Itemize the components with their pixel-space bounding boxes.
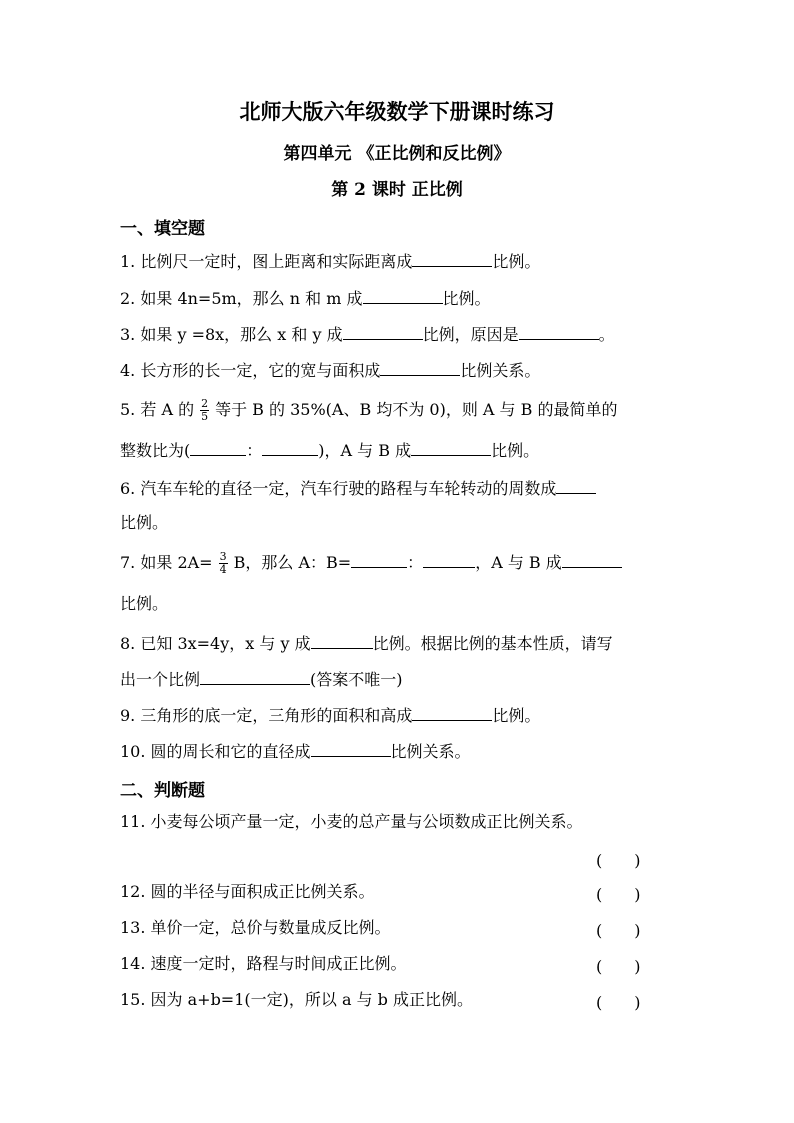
question-1 xyxy=(120,250,540,272)
question-13 xyxy=(120,918,391,938)
question-text: 6. 汽车车轮的直径一定，汽车行驶的路程与车轮转动的周数成 xyxy=(120,479,557,498)
question-5-line-1 xyxy=(120,398,617,423)
question-text: 9. 三角形的底一定，三角形的面积和高成 xyxy=(120,706,413,725)
question-11 xyxy=(120,812,583,832)
answer-blank[interactable] xyxy=(363,287,443,304)
fraction-denominator: 5 xyxy=(201,410,209,423)
question-tail: 比例。 xyxy=(492,252,541,271)
question-14 xyxy=(120,954,407,974)
fraction-numerator: 3 xyxy=(219,550,227,563)
answer-blank[interactable] xyxy=(351,551,407,568)
question-mid: 比例，原因是 xyxy=(422,325,519,344)
ratio-colon: ： xyxy=(246,441,263,460)
judgement-parentheses[interactable]: ( ) xyxy=(596,851,641,870)
judgement-parentheses[interactable]: ( ) xyxy=(596,921,641,940)
answer-blank[interactable] xyxy=(411,439,491,456)
question-tail: 比例关系。 xyxy=(390,742,471,761)
lesson-title: 第 2 课时 正比例 xyxy=(331,180,463,200)
answer-blank[interactable] xyxy=(343,323,423,340)
question-text: 3. 如果 y =8x，那么 x 和 y 成 xyxy=(120,325,343,344)
answer-blank[interactable] xyxy=(562,551,622,568)
answer-blank[interactable] xyxy=(311,632,373,649)
section-fill-in-heading: 一、填空题 xyxy=(120,219,205,239)
question-text: 4. 长方形的长一定，它的宽与面积成 xyxy=(120,361,381,380)
question-10 xyxy=(120,740,471,762)
section-true-false-heading: 二、判断题 xyxy=(120,781,205,801)
question-text-cont: ，A 与 B 成 xyxy=(475,553,562,572)
question-6-line-1 xyxy=(120,477,596,499)
answer-blank[interactable] xyxy=(519,323,599,340)
fraction xyxy=(219,551,228,576)
answer-blank[interactable] xyxy=(423,551,475,568)
question-text: 1. 比例尺一定时，图上距离和实际距离成 xyxy=(120,252,413,271)
judgement-parentheses[interactable]: ( ) xyxy=(596,993,641,1012)
question-tail: 比例。 xyxy=(120,594,169,613)
question-4 xyxy=(120,359,540,381)
unit-title: 第四单元 《正比例和反比例》 xyxy=(283,144,511,164)
question-9 xyxy=(120,704,540,726)
question-text: 8. 已知 3x=4y，x 与 y 成 xyxy=(120,634,311,653)
question-tail: 比例。 xyxy=(492,706,541,725)
question-text-cont: )，A 与 B 成 xyxy=(318,441,412,460)
question-7-line-2 xyxy=(120,594,168,614)
fraction-denominator: 4 xyxy=(219,563,227,576)
answer-blank[interactable] xyxy=(412,704,492,721)
question-5-line-2 xyxy=(120,439,539,461)
answer-blank[interactable] xyxy=(200,668,310,685)
question-text-cont: 等于 B 的 35%(A、B 均不为 0)，则 A 与 B 的最简单的 xyxy=(215,400,618,419)
question-text: 5. 若 A 的 xyxy=(120,400,195,419)
question-text-cont: 比例。根据比例的基本性质，请写 xyxy=(372,634,613,653)
question-text: 7. 如果 2A= xyxy=(120,553,213,572)
ratio-colon: ： xyxy=(407,553,424,572)
question-text: 整数比为( xyxy=(120,441,191,460)
answer-blank[interactable] xyxy=(380,359,460,376)
fraction xyxy=(200,398,209,423)
question-tail: 。 xyxy=(598,325,615,344)
question-tail: 比例。 xyxy=(491,441,540,460)
question-text-cont: B，那么 A：B= xyxy=(233,553,352,572)
question-15 xyxy=(120,990,473,1010)
fraction-numerator: 2 xyxy=(201,397,209,410)
worksheet-title: 北师大版六年级数学下册课时练习 xyxy=(239,99,555,124)
question-6-line-2 xyxy=(120,513,168,533)
answer-blank[interactable] xyxy=(556,477,596,494)
question-tail: 比例关系。 xyxy=(460,361,541,380)
answer-blank[interactable] xyxy=(190,439,246,456)
answer-blank[interactable] xyxy=(412,250,492,267)
question-note: (答案不唯一) xyxy=(310,670,403,689)
question-tail: 比例。 xyxy=(442,289,491,308)
answer-blank[interactable] xyxy=(262,439,318,456)
question-text: 14. 速度一定时，路程与时间成正比例。 xyxy=(120,954,407,973)
question-7-line-1 xyxy=(120,551,622,576)
answer-blank[interactable] xyxy=(311,740,391,757)
judgement-parentheses[interactable]: ( ) xyxy=(596,885,641,904)
question-text: 13. 单价一定，总价与数量成反比例。 xyxy=(120,918,391,937)
question-text: 出一个比例 xyxy=(120,670,201,689)
question-text: 10. 圆的周长和它的直径成 xyxy=(120,742,311,761)
question-12 xyxy=(120,882,375,902)
question-2 xyxy=(120,287,491,309)
question-8-line-1 xyxy=(120,632,613,654)
question-3 xyxy=(120,323,615,345)
question-text: 12. 圆的半径与面积成正比例关系。 xyxy=(120,882,375,901)
question-tail: 比例。 xyxy=(120,513,169,532)
question-8-line-2 xyxy=(120,668,403,690)
judgement-parentheses[interactable]: ( ) xyxy=(596,957,641,976)
question-text: 2. 如果 4n=5m，那么 n 和 m 成 xyxy=(120,289,363,308)
question-text: 15. 因为 a+b=1(一定)，所以 a 与 b 成正比例。 xyxy=(120,990,474,1009)
question-text: 11. 小麦每公顷产量一定，小麦的总产量与公顷数成正比例关系。 xyxy=(120,812,583,831)
